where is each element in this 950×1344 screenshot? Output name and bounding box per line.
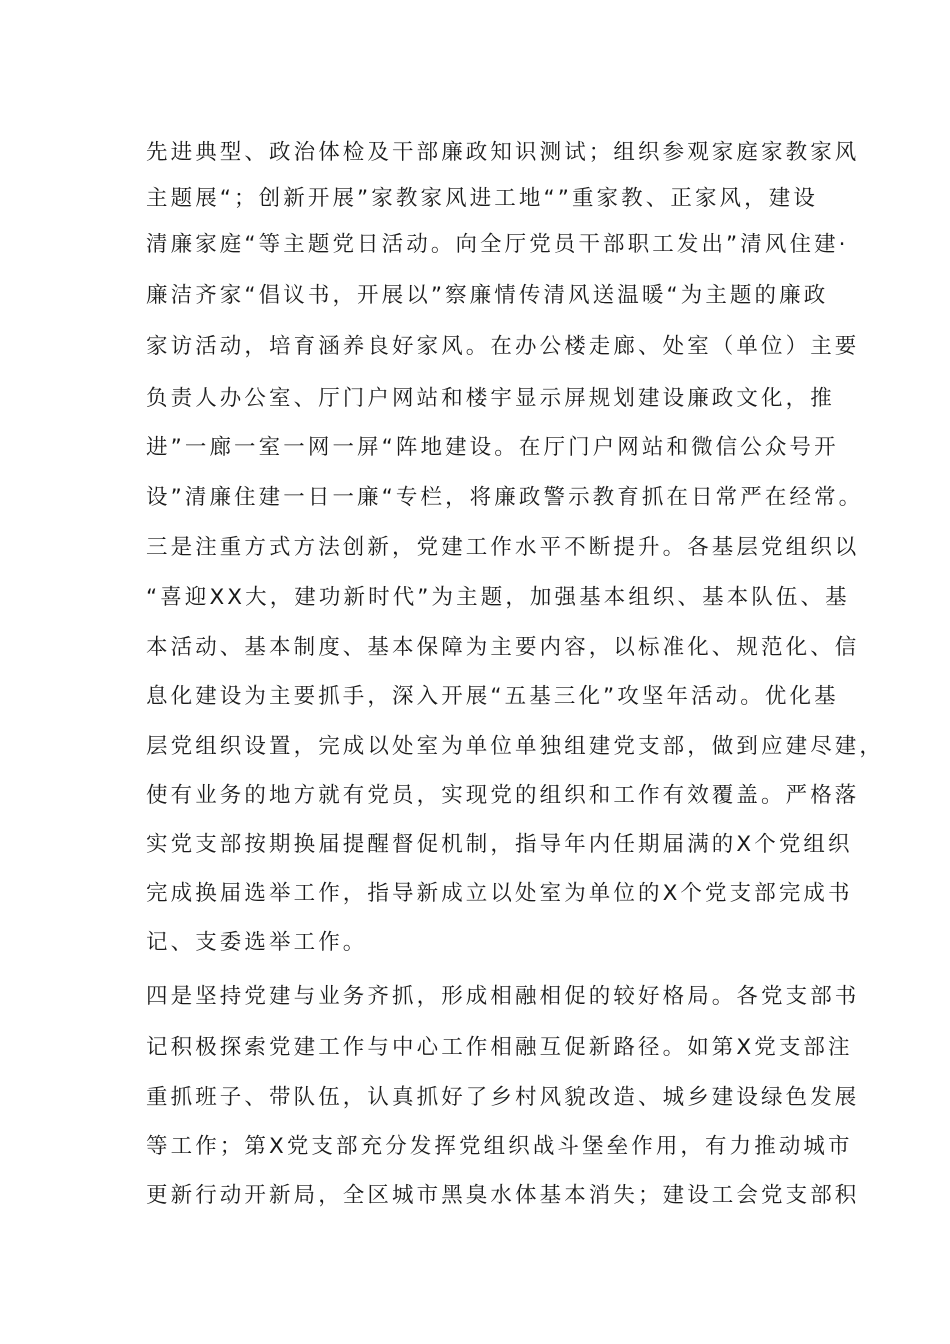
text-line: 使有业务的地方就有党员，实现党的组织和工作有效覆盖。严格落 xyxy=(146,783,860,808)
text-line: 廉洁齐家“倡议书，开展以”察廉情传清风送温暖“为主题的廉政 xyxy=(146,283,829,308)
text-line: 三是注重方式方法创新，党建工作水平不断提升。各基层党组织以 xyxy=(146,535,860,560)
text-line: 更新行动开新局，全区城市黑臭水体基本消失；建设工会党支部积 xyxy=(146,1183,860,1208)
text-line: 负责人办公室、厅门户网站和楼宇显示屏规划建设廉政文化，推 xyxy=(146,386,835,411)
text-line: 本活动、基本制度、基本保障为主要内容，以标准化、规范化、信 xyxy=(146,635,860,660)
text-line: 层党组织设置，完成以处室为单位单独组建党支部，做到应建尽建， xyxy=(146,734,885,759)
text-line: 主题展“；创新开展”家教家风进工地“”重家教、正家风，建设 xyxy=(146,186,818,211)
text-line: 进”一廊一室一网一屏“阵地建设。在厅门户网站和微信公众号开 xyxy=(146,435,839,460)
text-line: 实党支部按期换届提醒督促机制，指导年内任期届满的X个党组织 xyxy=(146,832,853,857)
text-line: 记、支委选举工作。 xyxy=(146,930,368,955)
text-line: 清廉家庭“等主题党日活动。向全厅党员干部职工发出”清风住建· xyxy=(146,232,849,257)
text-line: 等工作；第X党支部充分发挥党组织战斗堡垒作用，有力推动城市 xyxy=(146,1134,853,1159)
text-line: 记积极探索党建工作与中心工作相融互促新路径。如第X党支部注 xyxy=(146,1035,853,1060)
text-line: 息化建设为主要抓手，深入开展“五基三化”攻坚年活动。优化基 xyxy=(146,684,839,709)
text-line: 设”清廉住建一日一廉“专栏，将廉政警示教育抓在日常严在经常。 xyxy=(146,485,864,510)
text-line: 完成换届选举工作，指导新成立以处室为单位的X个党支部完成书 xyxy=(146,881,853,906)
text-line: 四是坚持党建与业务齐抓，形成相融相促的较好格局。各党支部书 xyxy=(146,984,860,1009)
text-line: 家访活动，培育涵养良好家风。在办公楼走廊、处室（单位）主要 xyxy=(146,334,860,359)
text-line: “喜迎XX大，建功新时代”为主题，加强基本组织、基本队伍、基 xyxy=(146,585,850,610)
text-line: 重抓班子、带队伍，认真抓好了乡村风貌改造、城乡建设绿色发展 xyxy=(146,1085,860,1110)
text-line: 先进典型、政治体检及干部廉政知识测试；组织参观家庭家教家风 xyxy=(146,140,860,165)
